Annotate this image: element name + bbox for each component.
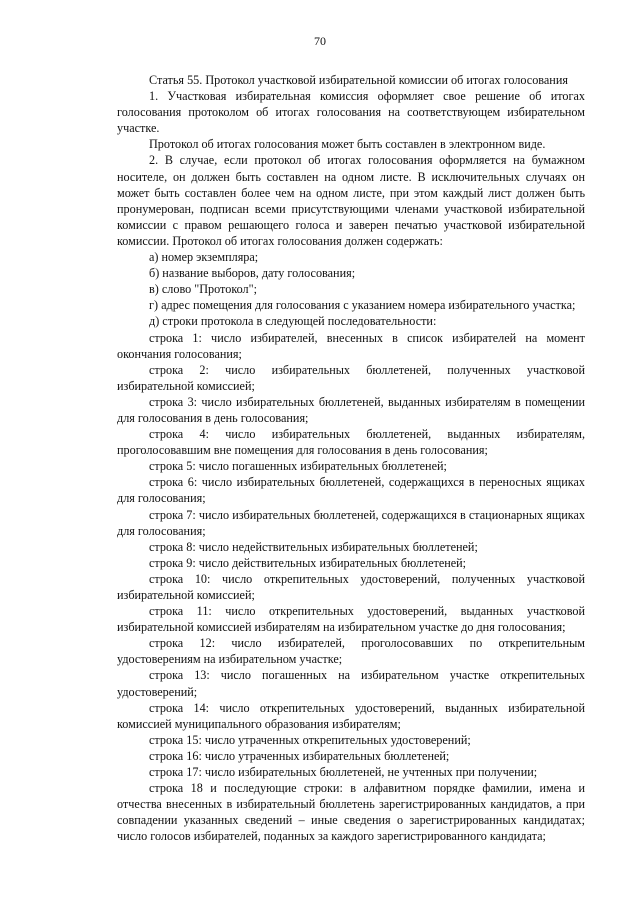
- list-item: б) название выборов, дату голосования;: [149, 266, 356, 281]
- protocol-line: строка 10: число открепительных удостоверений, полученных участковой избирательной комиссией;: [117, 571, 585, 602]
- protocol-line: строка 17: число избирательных бюллетеней, не учтенных при получении;: [149, 765, 538, 780]
- page-number: 70: [314, 34, 326, 48]
- protocol-line: строка 14: число открепительных удостоверений, выданных избирательной комиссией муниципального образования избирателям;: [117, 700, 585, 731]
- paragraph: 1. Участковая избирательная комиссия оформляет свое решение об итогах голосования протоколом об итогах голосования на соответствующем избирательном участке.: [117, 89, 585, 136]
- protocol-line: строка 7: число избирательных бюллетеней, содержащихся в стационарных ящиках для голосования;: [117, 507, 585, 538]
- list-item: г) адрес помещения для голосования с указанием номера избирательного участка;: [149, 298, 576, 313]
- document-body: [117, 72, 585, 845]
- protocol-line: строка 1: число избирателей, внесенных в список избирателей на момент окончания голосования;: [117, 330, 585, 361]
- list-item: д) строки протокола в следующей последовательности:: [149, 314, 437, 329]
- protocol-line: строка 8: число недействительных избирательных бюллетеней;: [149, 539, 478, 554]
- protocol-line: строка 18 и последующие строки: в алфавитном порядке фамилии, имена и отчества внесенных в избирательный бюллетень зарегистрированных кандидатов, а при совпадении указанных сведений – иные сведения о зарегистрированных кандидатах; число голосов избирателей, поданных за каждого зарегистрированного кандидата;: [117, 781, 585, 844]
- protocol-line: строка 13: число погашенных на избирательном участке открепительных удостоверений;: [117, 668, 585, 699]
- protocol-line: строка 6: число избирательных бюллетеней, содержащихся в переносных ящиках для голосования;: [117, 475, 585, 506]
- article-heading: Статья 55. Протокол участковой избирательной комиссии об итогах голосования: [149, 73, 568, 87]
- protocol-line: строка 2: число избирательных бюллетеней, полученных участковой избирательной комиссией;: [117, 362, 585, 393]
- protocol-line: строка 16: число утраченных избирательных бюллетеней;: [149, 748, 450, 763]
- paragraph: Протокол об итогах голосования может быть составлен в электронном виде.: [149, 137, 546, 152]
- protocol-line: строка 4: число избирательных бюллетеней, выданных избирателям, проголосовавшим вне помещения для голосования в день голосования;: [117, 427, 585, 458]
- protocol-line: строка 12: число избирателей, проголосовавших по открепительным удостоверениям на избирательном участке;: [117, 636, 585, 667]
- protocol-line: строка 9: число действительных избирательных бюллетеней;: [149, 555, 467, 570]
- paragraph: 2. В случае, если протокол об итогах голосования оформляется на бумажном носителе, он должен быть составлен на одном листе. В исключительных случаях он может быть составлен более чем на одном листе, при этом каждый лист должен быть пронумерован, подписан всеми присутствующими членами участковой избирательной комиссии с правом решающего голоса и заверен печатью участковой избирательной комиссии. Протокол об итогах голосования должен содержать:: [117, 153, 585, 248]
- protocol-line: строка 15: число утраченных открепительных удостоверений;: [149, 732, 471, 747]
- protocol-line: строка 11: число открепительных удостоверений, выданных участковой избирательной комиссией избирателям на избирательном участке до дня голосования;: [117, 604, 585, 635]
- protocol-line: строка 5: число погашенных избирательных бюллетеней;: [149, 459, 447, 474]
- protocol-line: строка 3: число избирательных бюллетеней, выданных избирателям в помещении для голосования в день голосования;: [117, 394, 585, 425]
- list-item: а) номер экземпляра;: [149, 250, 259, 265]
- list-item: в) слово "Протокол";: [149, 282, 257, 297]
